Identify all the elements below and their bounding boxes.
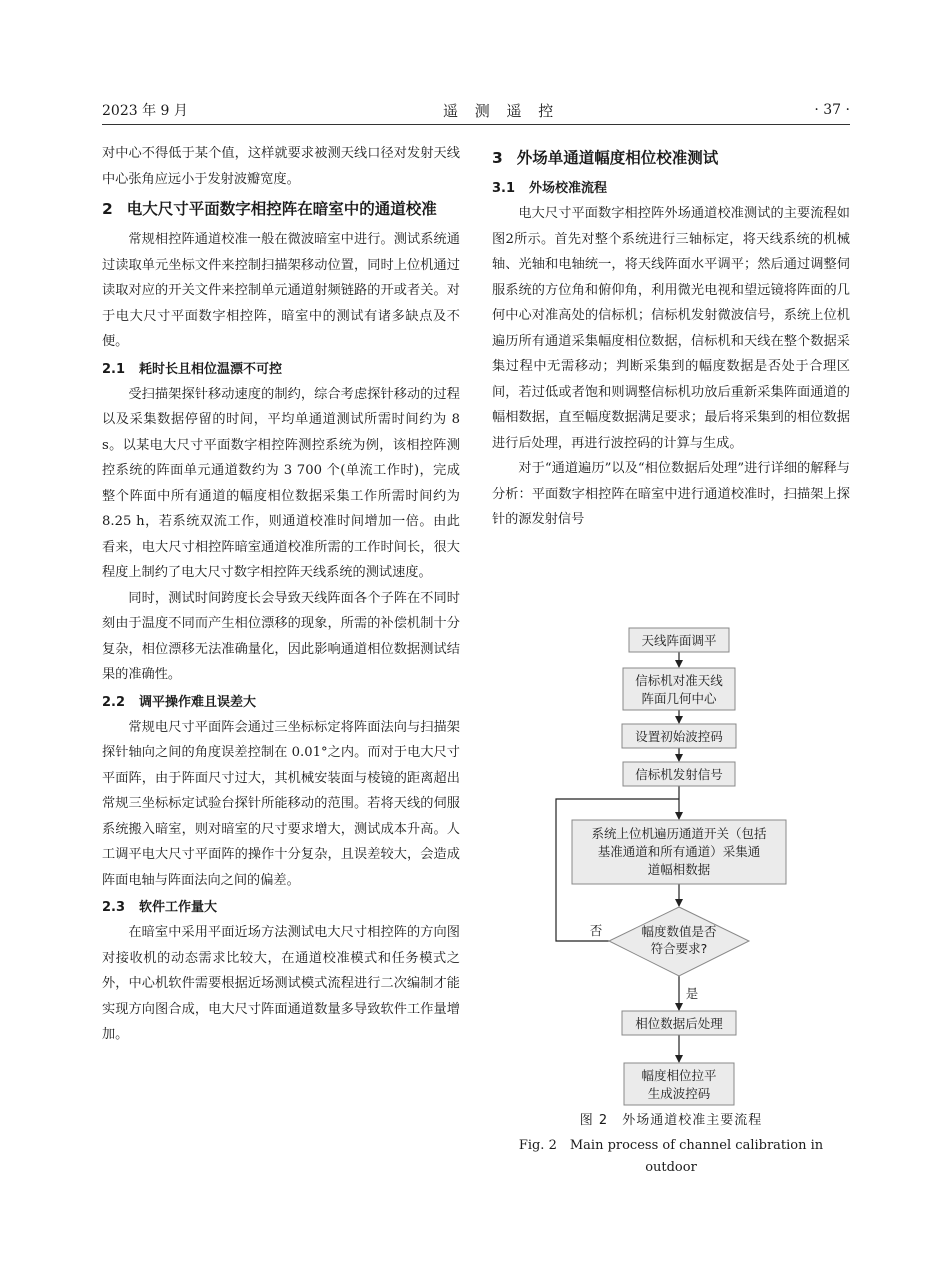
paragraph: 常规相控阵通道校准一般在微波暗室中进行。测试系统通过读取单元坐标文件来控制扫描架移动位置，同时上位机通过读取对应的开关文件来控制单元通道射频链路的开或者关。对于电大尺寸平面数字相控阵，暗室中的测试有诸多缺点及不便。 bbox=[102, 232, 460, 349]
paragraph: 常规电尺寸平面阵会通过三坐标标定将阵面法向与扫描架探针轴向之间的角度误差控制在 0.01°之内。而对于电大尺寸平面阵，由于阵面尺寸过大，其机械安装面与棱镜的距离超出常规三坐标标定试验台探针所能移动的范围。若将天线的伺服系统搬入暗室，则对暗室的尺寸要求增大，测试成本升高。人工调平电大尺寸平面阵的操作十分复杂，且误差较大，会造成阵面电轴与阵面法向之间的偏差。 bbox=[102, 719, 460, 888]
svg-text:天线阵面调平: 天线阵面调平 bbox=[641, 633, 717, 648]
svg-text:设置初始波控码: 设置初始波控码 bbox=[635, 729, 723, 744]
svg-text:系统上位机遍历通道开关（包括: 系统上位机遍历通道开关（包括 bbox=[591, 826, 767, 841]
flowchart-final-step bbox=[530, 1042, 830, 1106]
svg-text:是: 是 bbox=[685, 986, 699, 1001]
right-column bbox=[492, 141, 850, 533]
subsection-heading-2-2: 2.2 调平操作难且误差大 bbox=[102, 694, 257, 710]
section-heading-3: 3 外场单通道幅度相位校准测试 bbox=[492, 149, 719, 167]
paragraph: 电大尺寸平面数字相控阵外场通道校准测试的主要流程如图2所示。首先对整个系统进行三轴标定，将天线系统的机械轴、光轴和电轴统一，将天线阵面水平调平；然后通过调整伺服系统的方位角和俯仰角，利用微光电视和望远镜将阵面的几何中心对准高处的信标机；信标机发射微波信号，系统上位机遍历所有通道采集幅度相位数据，信标机和天线在整个数据采集过程中无需移动；判断采集到的幅度数据是否处于合理区间，若过低或者饱和则调整信标机功放后重新采集阵面通道的幅相数据，直至幅度数据满足要求；最后将采集到的相位数据进行后处理，再进行波控码的计算与生成。 bbox=[492, 206, 850, 451]
subsection-heading-3-1: 3.1 外场校准流程 bbox=[492, 181, 608, 196]
svg-text:幅度数值是否: 幅度数值是否 bbox=[641, 924, 717, 939]
subsection-heading-2-3: 2.3 软件工作量大 bbox=[102, 900, 218, 915]
paragraph: 对中心不得低于某个值，这样就要求被测天线口径对发射天线中心张角应远小于发射波瓣宽度。 bbox=[102, 146, 460, 187]
flowchart-figure bbox=[530, 622, 830, 1042]
figure-caption-cn: 图 2 外场通道校准主要流程 bbox=[579, 1113, 763, 1128]
svg-text:相位数据后处理: 相位数据后处理 bbox=[635, 1016, 723, 1031]
paragraph: 受扫描架探针移动速度的制约，综合考虑探针移动的过程以及采集数据停留的时间，平均单通道测试所需时间约为 8 s。以某电大尺寸平面数字相控阵测控系统为例，该相控阵测控系统的阵面单元通道数约为 3 700 个(单流工作时)，完成整个阵面中所有通道的幅度相位数据采集工作所需时间约为 8.25 h，若系统双流工作，则通道校准时间增加一倍。由此看来，电大尺寸相控阵暗室通道校准所需的工作时间长，很大程度上制约了电大尺寸数字相控阵天线系统的测试速度。 bbox=[102, 386, 460, 580]
subsection-heading-2-1: 2.1 耗时长且相位温漂不可控 bbox=[102, 361, 283, 377]
svg-text:生成波控码: 生成波控码 bbox=[647, 1086, 711, 1101]
left-column bbox=[102, 141, 460, 1048]
svg-text:符合要求?: 符合要求? bbox=[650, 941, 708, 956]
svg-text:阵面几何中心: 阵面几何中心 bbox=[641, 691, 717, 706]
svg-text:基准通道和所有通道）采集通: 基准通道和所有通道）采集通 bbox=[597, 844, 761, 859]
page-number: · 37 · bbox=[814, 102, 850, 118]
section-heading-2: 2 电大尺寸平面数字相控阵在暗室中的通道校准 bbox=[102, 200, 437, 218]
paragraph: 对于“通道遍历”以及“相位数据后处理”进行详细的解释与分析：平面数字相控阵在暗室中进行通道校准时，扫描架上探针的源发射信号 bbox=[492, 461, 850, 527]
svg-text:否: 否 bbox=[589, 923, 603, 938]
svg-text:道幅相数据: 道幅相数据 bbox=[647, 862, 711, 877]
journal-name: 遥 测 遥 控 bbox=[442, 101, 560, 120]
figure-caption-en: Fig. 2 Main process of channel calibration in outdoor bbox=[518, 1138, 824, 1175]
svg-text:信标机对准天线: 信标机对准天线 bbox=[635, 673, 723, 688]
issue-date: 2023 年 9 月 bbox=[102, 103, 188, 119]
svg-text:幅度相位拉平: 幅度相位拉平 bbox=[641, 1068, 717, 1083]
paragraph: 同时，测试时间跨度长会导致天线阵面各个子阵在不同时刻由于温度不同而产生相位漂移的现象，所需的补偿机制十分复杂，相位漂移无法准确量化，因此影响通道相位数据测试结果的准确性。 bbox=[102, 590, 460, 682]
paragraph: 在暗室中采用平面近场方法测试电大尺寸相控阵的方向图对接收机的动态需求比较大，在通道校准模式和任务模式之外，中心机软件需要根据近场测试模式流程进行二次编制才能实现方向图合成，电大尺寸阵面通道数量多导致软件工作量增加。 bbox=[102, 925, 460, 1042]
svg-text:信标机发射信号: 信标机发射信号 bbox=[635, 767, 723, 782]
running-header bbox=[102, 96, 850, 125]
